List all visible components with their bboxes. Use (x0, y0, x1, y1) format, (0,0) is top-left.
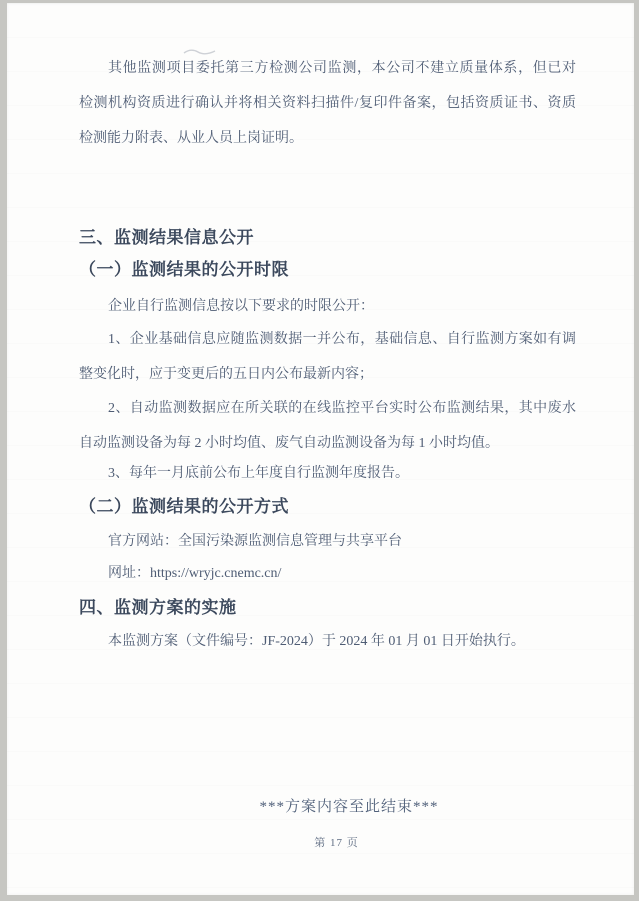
paragraph-implementation (79, 624, 576, 659)
paragraph-line: 整变化时，应于变更后的五日内公布最新内容； (79, 367, 373, 382)
paragraph-line: 其他监测项目委托第三方检测公司监测，本公司不建立质量体系，但已对 (108, 61, 576, 76)
document-page (7, 3, 634, 895)
heading-section-3: 三、监测结果信息公开 (79, 228, 254, 247)
paragraph-line: 官方网站：全国污染源监测信息管理与共享平台 (108, 534, 402, 549)
paragraph-line: 3、每年一月底前公布上年度自行监测年度报告。 (108, 466, 409, 481)
paragraph-line: 检测能力附表、从业人员上岗证明。 (79, 131, 303, 146)
page-number: 第 17 页 (314, 837, 359, 849)
paragraph-item-2 (79, 391, 576, 461)
end-of-document-marker: ***方案内容至此结束*** (259, 799, 439, 815)
paragraph-website-url (79, 556, 576, 591)
paragraph-item-1 (79, 322, 576, 392)
paragraph-line: 本监测方案（文件编号：JF-2024）于 2024 年 01 月 01 日开始执行。 (108, 634, 525, 649)
heading-section-4: 四、监测方案的实施 (79, 598, 237, 617)
paragraph-quality-system (79, 51, 576, 156)
paragraph-line: 检测机构资质进行确认并将相关资料扫描件/复印件备案，包括资质证书、资质 (79, 96, 576, 111)
paragraph-disclosure-intro (79, 289, 576, 324)
paragraph-item-3 (79, 456, 576, 491)
paragraph-official-website (79, 524, 576, 559)
heading-section-3-sub-1: （一）监测结果的公开时限 (79, 260, 289, 279)
paragraph-line: 1、企业基础信息应随监测数据一并公布，基础信息、自行监测方案如有调 (108, 332, 576, 347)
paragraph-line: 网址：https://wryjc.cnemc.cn/ (108, 566, 282, 581)
paragraph-line: 2、自动监测数据应在所关联的在线监控平台实时公布监测结果，其中废水 (108, 401, 576, 416)
paragraph-line: 自动监测设备为每 2 小时均值、废气自动监测设备为每 1 小时均值。 (79, 436, 499, 451)
heading-section-3-sub-2: （二）监测结果的公开方式 (79, 497, 289, 516)
paragraph-line: 企业自行监测信息按以下要求的时限公开： (108, 299, 374, 314)
